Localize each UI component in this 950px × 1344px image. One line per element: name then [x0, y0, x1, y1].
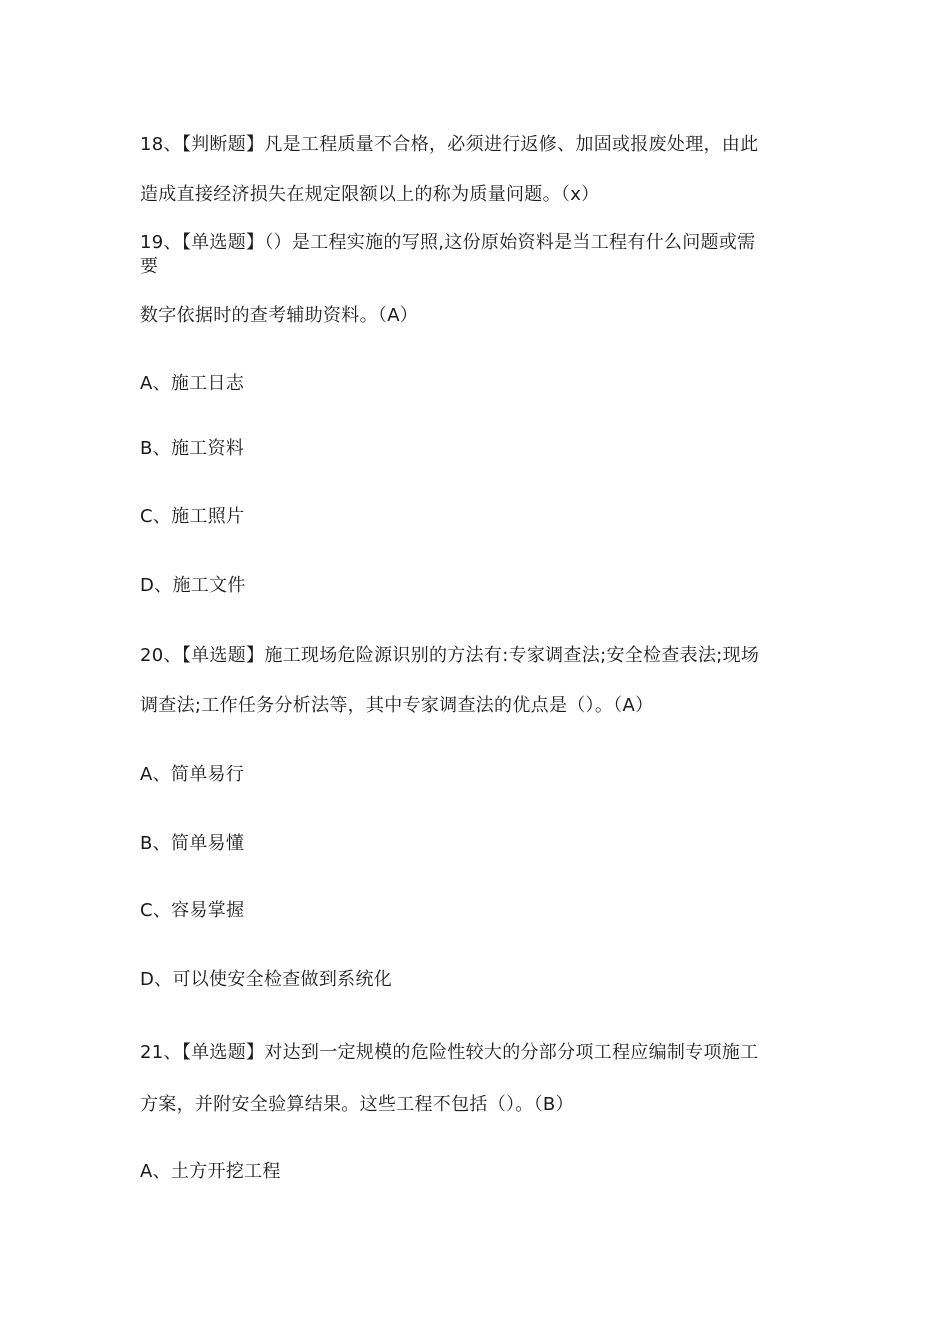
question-20-option-c: C、容易掌握: [140, 900, 245, 921]
question-21-line-2: 方案，并附安全验算结果。这些工程不包括（）。（B）: [140, 1094, 574, 1115]
question-number: 20、: [140, 645, 182, 666]
question-18-line-1: [140, 133, 758, 157]
question-type: 【单选题】: [181, 232, 265, 253]
question-type: 【单选题】: [181, 645, 265, 666]
question-text: 对达到一定规模的危险性较大的分部分项工程应编制专项施工: [264, 1042, 759, 1063]
question-20-option-a: A、简单易行: [140, 764, 245, 785]
question-type: 【判断题】: [181, 134, 265, 155]
question-21-option-a: A、土方开挖工程: [140, 1161, 281, 1182]
question-20-line-2: 调查法;工作任务分析法等，其中专家调查法的优点是（）。（A）: [140, 695, 654, 716]
question-number: 21、: [140, 1042, 182, 1063]
question-21-line-1: [140, 1041, 758, 1065]
question-type: 【单选题】: [181, 1042, 265, 1063]
question-19-option-c: C、施工照片: [140, 506, 245, 527]
question-text: （）是工程实施的写照,这份原始资料是当工程有什么问题或需: [264, 232, 756, 253]
question-18-line-2: 造成直接经济损失在规定限额以上的称为质量问题。（x）: [140, 184, 600, 205]
question-19-line-1: [140, 231, 755, 255]
question-19-line-1-wrap: 要: [140, 256, 159, 277]
question-20-option-d: D、可以使安全检查做到系统化: [140, 969, 393, 990]
question-20-line-1: [140, 644, 759, 668]
question-19-option-b: B、施工资料: [140, 438, 245, 459]
question-20-option-b: B、简单易懂: [140, 833, 245, 854]
question-number: 18、: [140, 134, 182, 155]
question-text: 施工现场危险源识别的方法有:专家调查法;安全检查表法;现场: [264, 645, 760, 666]
question-19-line-2: 数字依据时的查考辅助资料。（A）: [140, 305, 419, 326]
question-19-option-d: D、施工文件: [140, 575, 246, 596]
question-19-option-a: A、施工日志: [140, 373, 245, 394]
question-text: 凡是工程质量不合格，必须进行返修、加固或报废处理，由此: [264, 134, 759, 155]
question-number: 19、: [140, 232, 182, 253]
